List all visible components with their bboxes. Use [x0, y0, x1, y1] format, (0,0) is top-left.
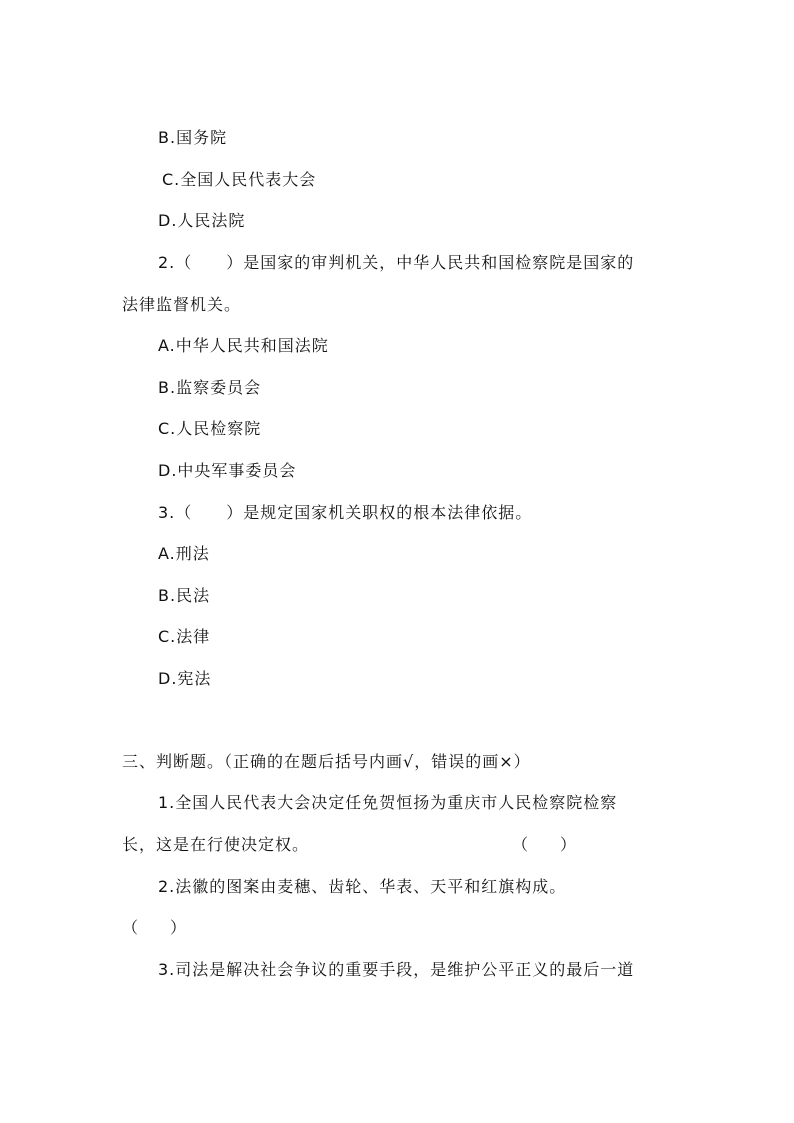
q1-option-b: B.国务院	[158, 128, 228, 147]
q3-option-a: A.刑法	[158, 544, 210, 563]
q3-option-d: D.宪法	[158, 669, 212, 688]
q2-stem-line2: 法律监督机关。	[122, 295, 242, 314]
q3-option-c: C.法律	[158, 627, 211, 646]
judge1-answer-parens[interactable]: （ ）	[512, 835, 577, 854]
q2-option-d: D.中央军事委员会	[158, 461, 297, 480]
judge2-line1: 2.法徽的图案由麦穗、齿轮、华表、天平和红旗构成。	[158, 877, 567, 896]
judge1-line1: 1.全国人民代表大会决定任免贺恒扬为重庆市人民检察院检察	[158, 793, 618, 812]
q2-stem-line1: 2.（ ）是国家的审判机关，中华人民共和国检察院是国家的	[158, 253, 635, 272]
q2-option-c: C.人民检察院	[158, 419, 262, 438]
q2-option-a: A.中华人民共和国法院	[158, 336, 329, 355]
q2-option-b: B.监察委员会	[158, 378, 262, 397]
judge3-line1: 3.司法是解决社会争议的重要手段，是维护公平正义的最后一道	[158, 960, 635, 979]
q3-option-b: B.民法	[158, 586, 211, 605]
judge2-answer-parens[interactable]: （ ）	[122, 918, 187, 937]
section3-heading: 三、判断题。（正确的在题后括号内画√，错误的画×）	[122, 752, 531, 771]
q1-option-c: C.全国人民代表大会	[162, 170, 317, 189]
judge1-line2: 长，这是在行使决定权。	[122, 835, 310, 854]
q1-option-d: D.人民法院	[158, 211, 246, 230]
q3-stem: 3.（ ）是规定国家机关职权的根本法律依据。	[158, 503, 533, 522]
